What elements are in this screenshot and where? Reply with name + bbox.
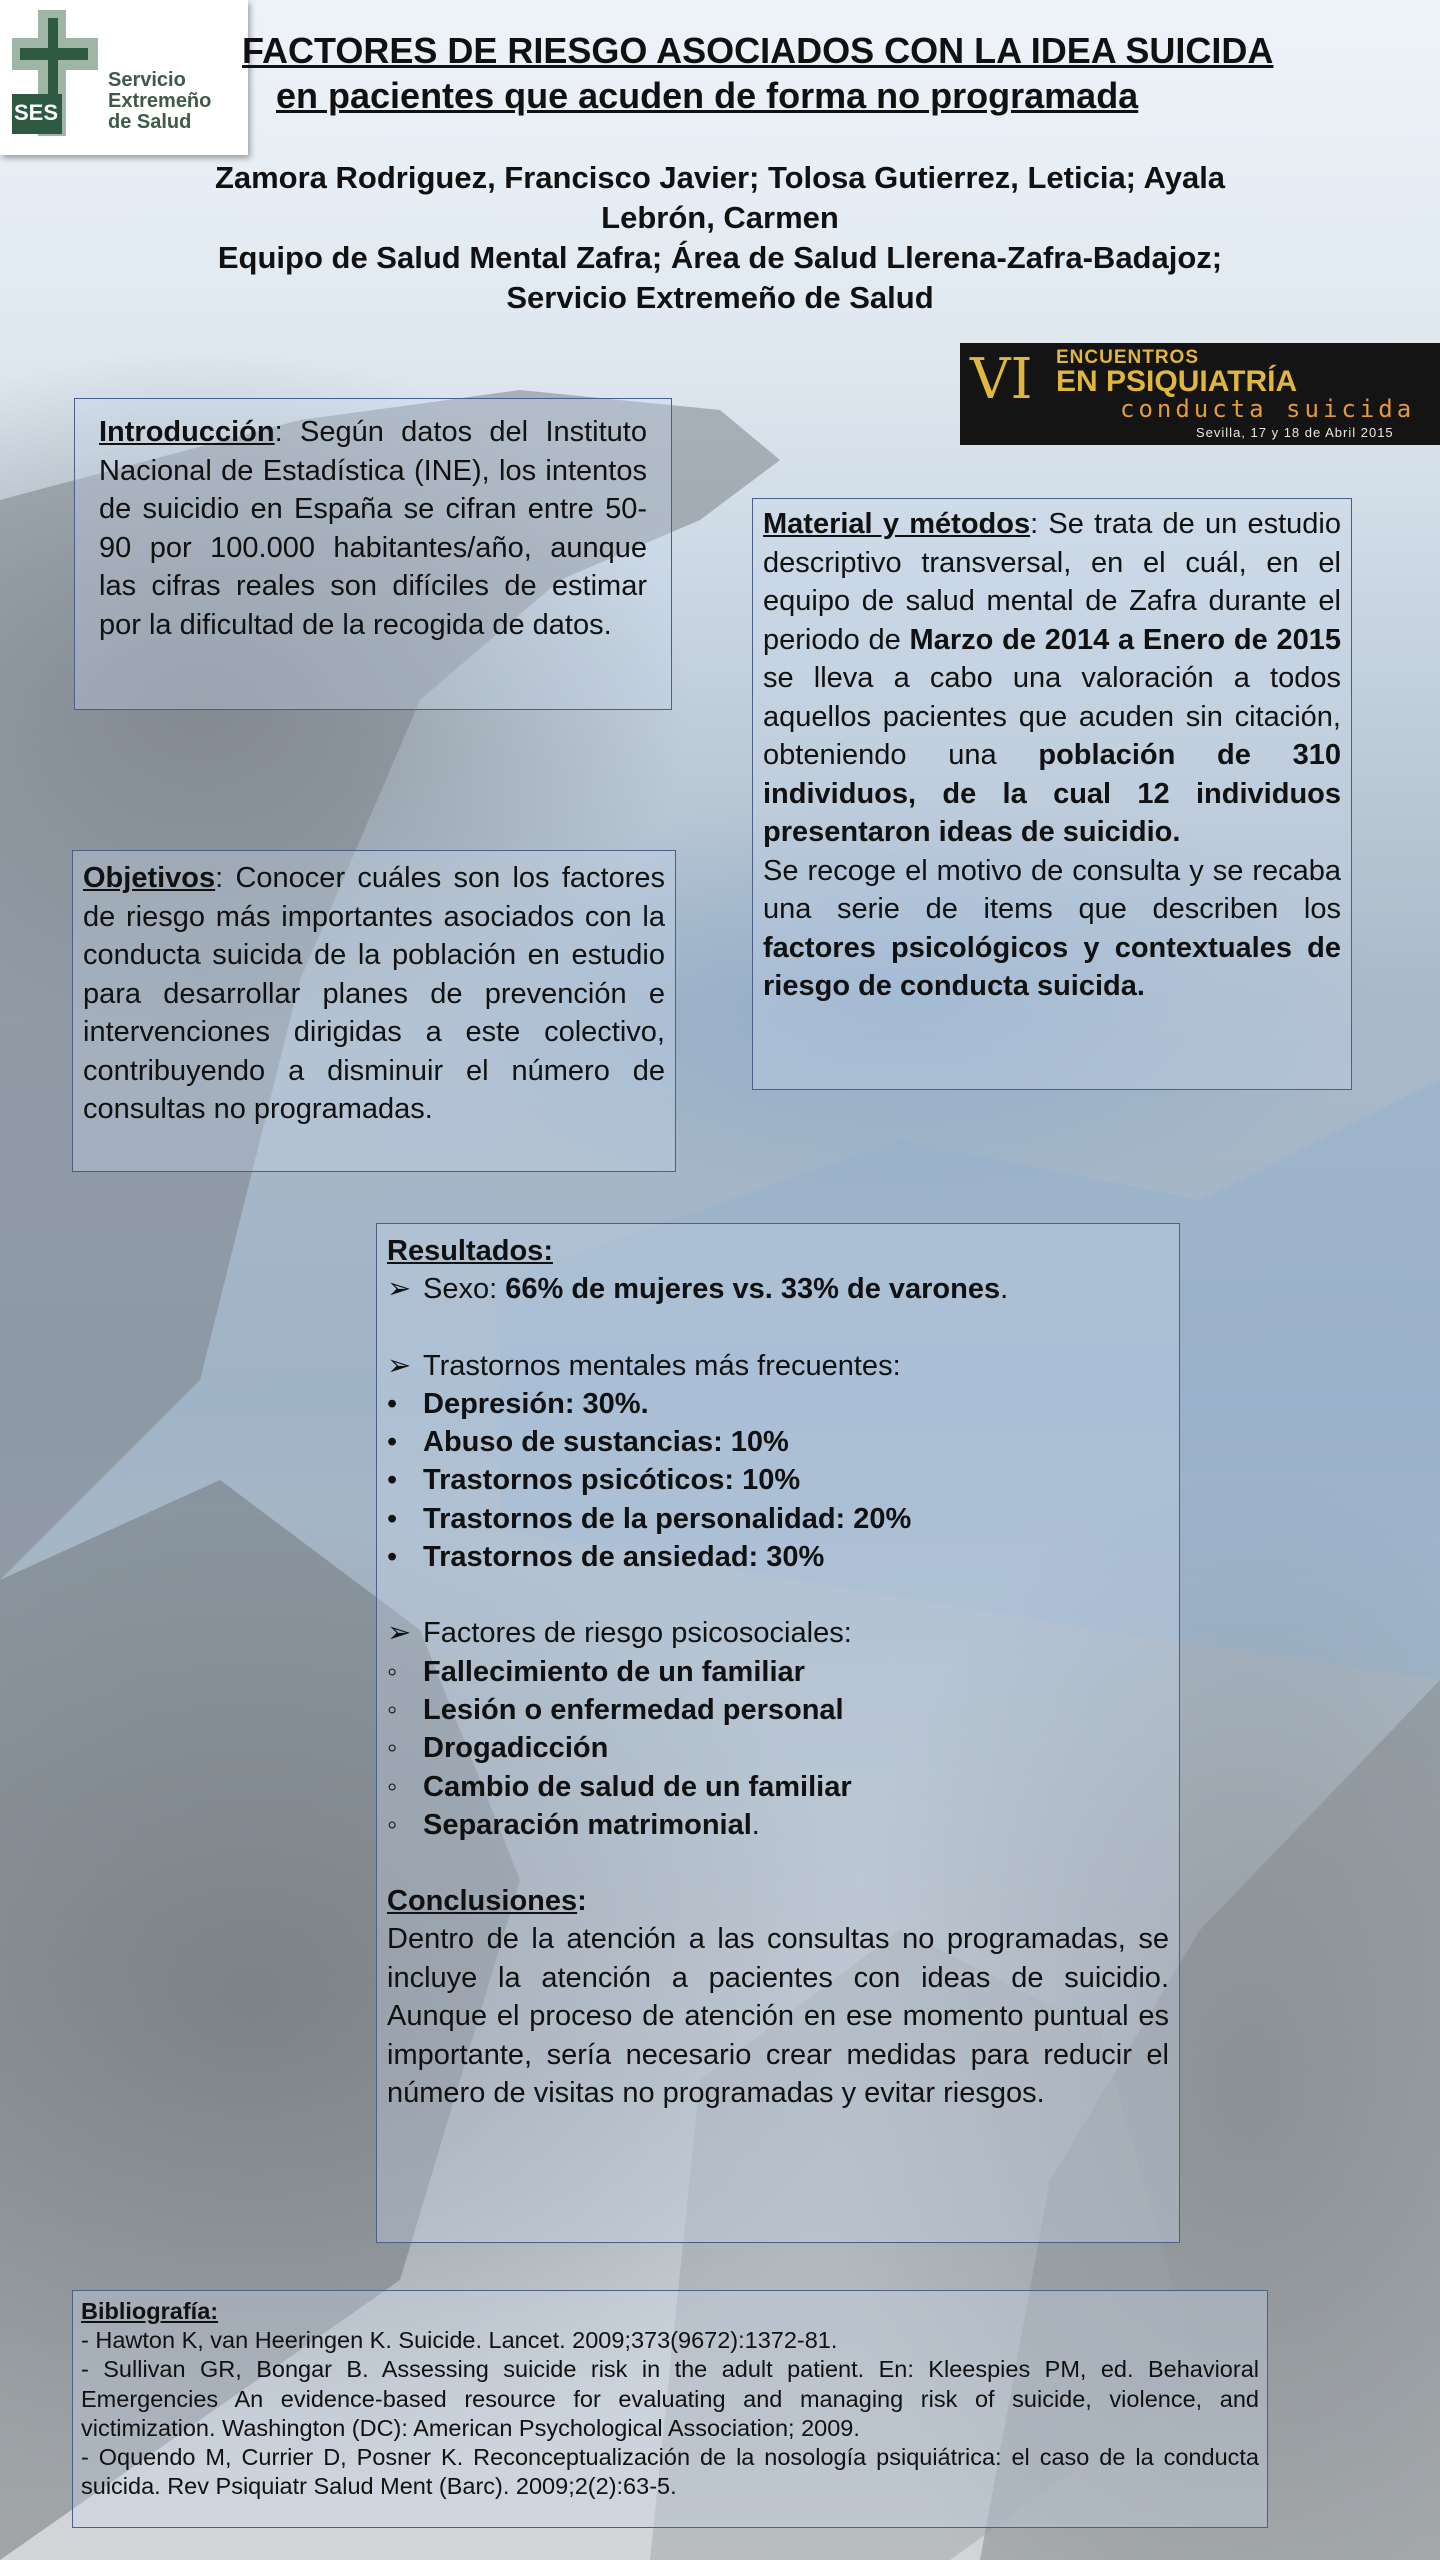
material-period: Marzo de 2014 a Enero de 2015 (909, 623, 1341, 656)
circle-bullet-icon: ◦ (387, 1808, 398, 1841)
trastorno-item: Trastornos de ansiedad: 30% (423, 1541, 825, 1574)
list-item (387, 1538, 1169, 1576)
arrow-bullet-icon: ➢ (387, 1349, 412, 1382)
reference-item: - Oquendo M, Currier D, Posner K. Reconceptualización de la nosología psiquiátrica: el caso de la conducta suicida. Rev Psiquiatr Salud Ment (Barc). 2009;2(2):63-5. (81, 2444, 1259, 2500)
circle-bullet-icon: ◦ (387, 1693, 398, 1726)
bullet-icon: • (387, 1426, 398, 1459)
list-item (387, 1500, 1169, 1538)
list-item (387, 1423, 1169, 1461)
factor-item: Cambio de salud de un familiar (423, 1770, 852, 1803)
bullet-icon: • (387, 1502, 398, 1535)
bullet-icon: • (387, 1387, 398, 1420)
ses-logo-mark: SES (14, 100, 59, 125)
bibliografia-heading: Bibliografía: (81, 2298, 219, 2324)
material-factors: factores psicológicos y contextuales de riesgo de conducta suicida. (763, 931, 1341, 1002)
conclusiones-heading: Conclusiones (387, 1885, 578, 1918)
introduccion-paragraph (99, 413, 647, 644)
conclusiones-colon: : (577, 1885, 587, 1918)
objetivos-text: : Conocer cuáles son los factores de riesgo más importantes asociados con la conducta suicida de la población en estudio para desarrollar planes de prevención e intervenciones dirigidas a este colectivo, contribuyendo a disminuir el número de consultas no programadas. (83, 862, 665, 1125)
bullet-icon: • (387, 1464, 398, 1497)
material-metodos-heading: Material y métodos (763, 508, 1031, 540)
event-banner (960, 343, 1440, 445)
authors-line-2: Lebrón, Carmen (601, 200, 839, 235)
factores-label-text: Factores de riesgo psicosociales: (423, 1617, 852, 1650)
list-item (387, 1806, 1169, 1844)
event-line-1: ENCUENTROS (1056, 347, 1200, 368)
introduccion-text: : Según datos del Instituto Nacional de Estadística (INE), los intentos de suicidio en España se cifran entre 50-90 por 100.000 habitantes/año, aunque las cifras reales son difíciles de estimar por la dificultad de la recogida de datos. (99, 416, 647, 641)
poster-title: FACTORES DE RIESGO ASOCIADOS CON LA IDEA SUICIDA (242, 30, 1274, 71)
factor-item: Drogadicción (423, 1732, 609, 1765)
sexo-label: Sexo: (423, 1273, 506, 1306)
sexo-value: 66% de mujeres vs. 33% de varones (505, 1273, 1001, 1306)
arrow-bullet-icon: ➢ (387, 1617, 412, 1650)
conclusiones-text: Dentro de la atención a las consultas no programadas, se incluye la atención a pacientes con ideas de suicidio. Aunque el proceso de atención en ese momento puntual es importante, sería necesario crear medidas para reducir el número de visitas no programadas y evitar riesgos. (387, 1923, 1169, 2110)
sexo-end: . (1000, 1273, 1009, 1306)
trastorno-item: Trastornos de la personalidad: 20% (423, 1502, 912, 1535)
circle-bullet-icon: ◦ (387, 1655, 398, 1688)
bibliografia-box (72, 2290, 1268, 2528)
list-item (387, 1691, 1169, 1729)
ses-logo (0, 0, 248, 155)
trastorno-item: Trastornos psicóticos: 10% (423, 1464, 801, 1497)
objetivos-box (72, 850, 676, 1172)
resultados-heading: Resultados: (387, 1235, 553, 1267)
factores-label (387, 1614, 1169, 1652)
material-text-3: Se recoge el motivo de consulta y se recaba una serie de items que describen los (763, 854, 1341, 925)
ses-logo-text: Servicio Extremeño de Salud (108, 69, 212, 133)
affiliation-line-2: Servicio Extremeño de Salud (506, 280, 934, 315)
event-line-3: conducta suicida (1120, 395, 1416, 423)
objetivos-paragraph (83, 859, 665, 1129)
poster-subtitle: en pacientes que acuden de forma no programada (276, 75, 1139, 116)
event-roman-numeral: VI (970, 347, 1033, 412)
factor-item: Lesión o enfermedad personal (423, 1693, 844, 1726)
factor-item: Separación matrimonial (423, 1808, 752, 1841)
affiliation-line-1: Equipo de Salud Mental Zafra; Área de Salud Llerena-Zafra-Badajoz; (217, 240, 1223, 275)
factor-item: Fallecimiento de un familiar (423, 1655, 805, 1688)
trastornos-label-text: Trastornos mentales más frecuentes: (423, 1349, 901, 1382)
introduccion-box (74, 398, 672, 710)
trastorno-item: Depresión: 30%. (423, 1387, 649, 1420)
material-text-2: se lleva a cabo una valoración a todos aquellos pacientes que acuden sin citación, obteniendo una (763, 662, 1341, 771)
event-line-2: EN PSIQUIATRÍA (1056, 365, 1298, 398)
arrow-bullet-icon: ➢ (387, 1273, 412, 1306)
material-metodos-paragraph (763, 505, 1341, 852)
circle-bullet-icon: ◦ (387, 1732, 398, 1765)
list-item (387, 1461, 1169, 1499)
list-item (387, 1385, 1169, 1423)
reference-item: - Hawton K, van Heeringen K. Suicide. Lancet. 2009;373(9672):1372-81. (81, 2327, 838, 2354)
objetivos-heading: Objetivos (83, 862, 216, 894)
introduccion-heading: Introducción (99, 416, 275, 448)
material-population: población de 310 individuos, de la cual 12 individuos presentaron ideas de suicidio. (763, 739, 1341, 848)
authors-line-1: Zamora Rodriguez, Francisco Javier; Tolosa Gutierrez, Leticia; Ayala (214, 160, 1226, 195)
list-item (387, 1729, 1169, 1767)
resultados-sexo (387, 1270, 1169, 1308)
resultados-box (376, 1223, 1180, 2243)
bullet-icon: • (387, 1541, 398, 1574)
material-text-1: : Se trata de un estudio descriptivo transversal, en el cuál, en el equipo de salud mental de Zafra durante el periodo de (763, 508, 1342, 656)
trastornos-label (387, 1347, 1169, 1385)
authors-block (160, 158, 1280, 318)
material-metodos-paragraph-2 (763, 852, 1341, 1006)
event-line-4: Sevilla, 17 y 18 de Abril 2015 (1196, 425, 1394, 440)
reference-item: - Sullivan GR, Bongar B. Assessing suicide risk in the adult patient. En: Kleespies PM, ed. Behavioral Emergencies An evidence-based resource for evaluating and managing risk of suicide, violence, and victimization. Washington (DC): American Psychological Association; 2009. (81, 2356, 1259, 2441)
list-item (387, 1653, 1169, 1691)
list-item (387, 1768, 1169, 1806)
circle-bullet-icon: ◦ (387, 1770, 398, 1803)
factores-end: . (751, 1808, 760, 1841)
trastorno-item: Abuso de sustancias: 10% (423, 1426, 789, 1459)
material-metodos-box (752, 498, 1352, 1090)
